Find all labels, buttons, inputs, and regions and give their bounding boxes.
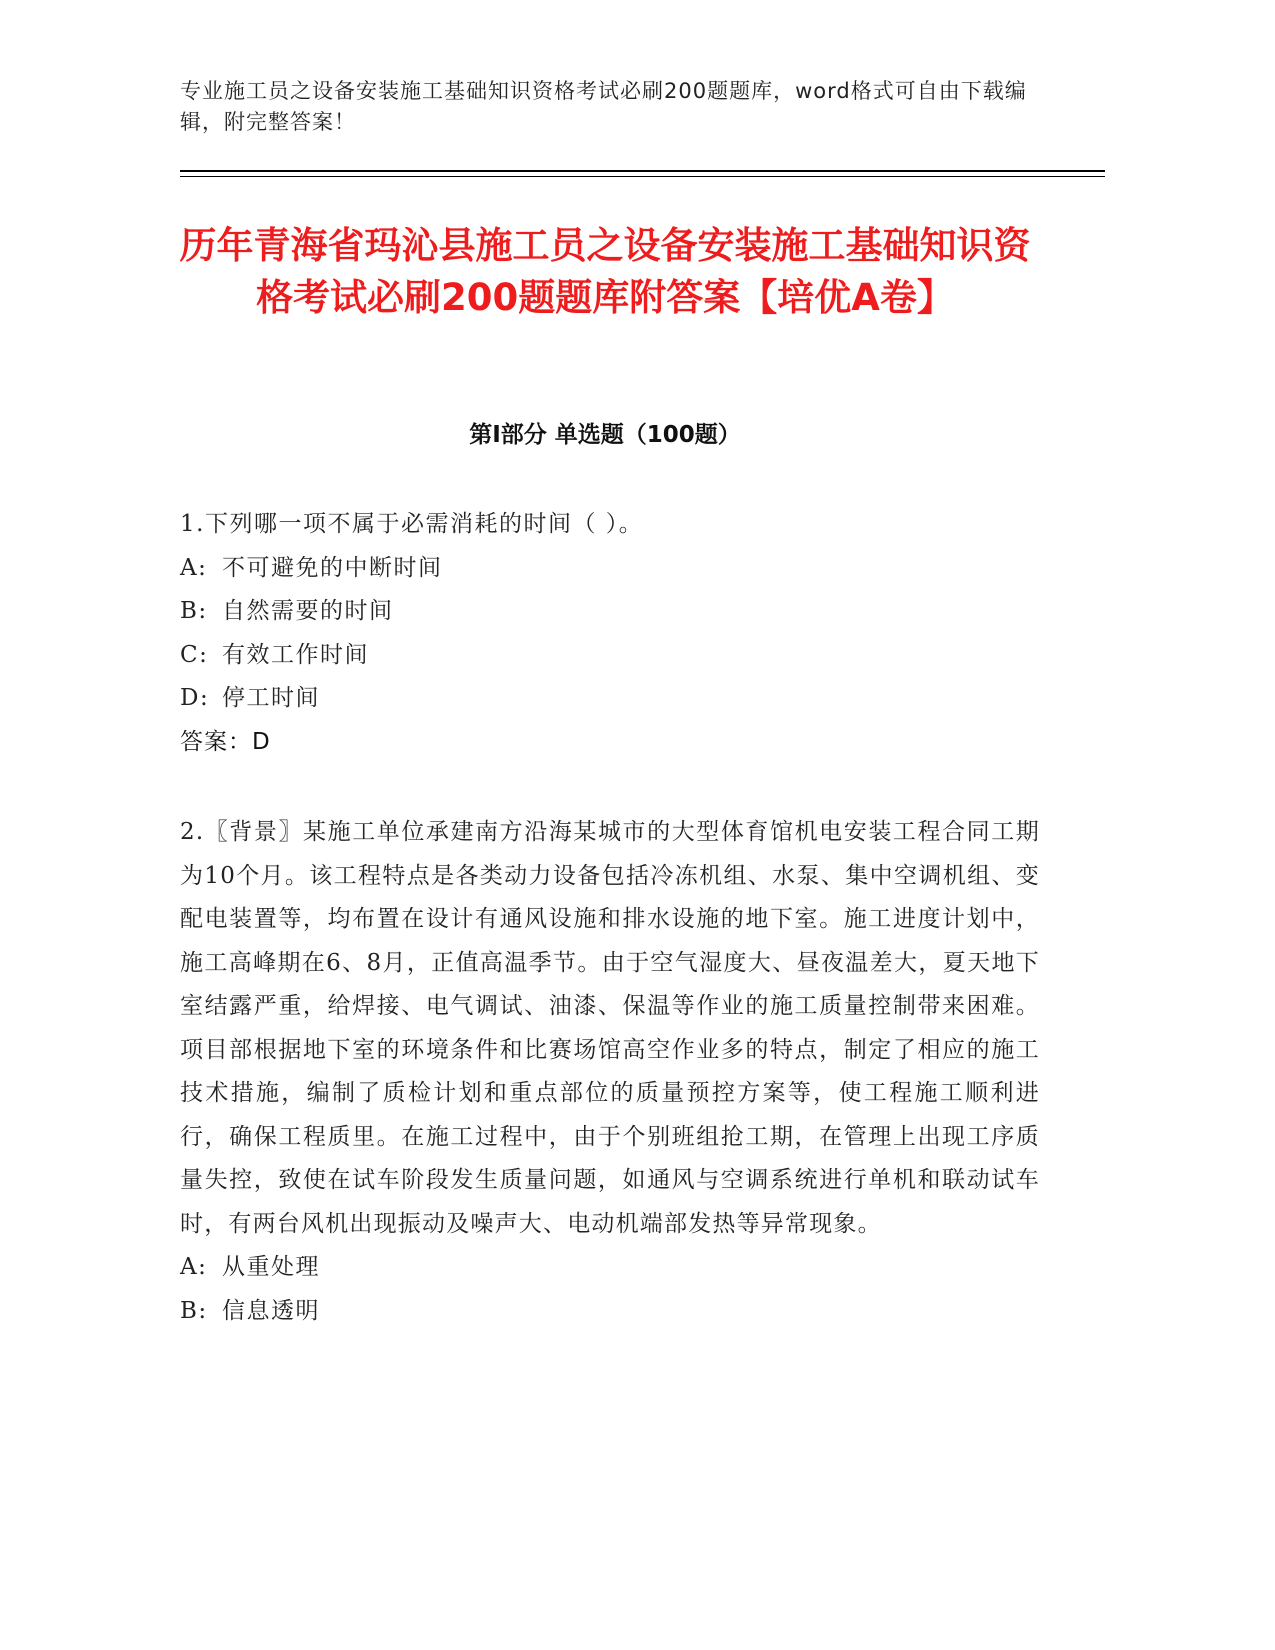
header-divider-thick xyxy=(180,170,1105,172)
option-b xyxy=(180,590,1040,634)
question-2 xyxy=(180,811,1040,1333)
answer-line: 答案：D xyxy=(180,728,271,755)
question-stem: 1.下列哪一项不属于必需消耗的时间（ ）。 xyxy=(180,511,644,537)
question-1 xyxy=(180,503,1040,764)
question-stem: 2.〖背景〗某施工单位承建南方沿海某城市的大型体育馆机电安装工程合同工期为10个月。该工程特点是各类动力设备包括冷冻机组、水泵、集中空调机组、变配电装置等，均布置在设计有通风设施和排水设施的地下室。施工进度计划中，施工高峰期在6、8月，正值高温季节。由于空气湿度大、昼夜温差大，夏天地下室结露严重，给焊接、电气调试、油漆、保温等作业的施工质量控制带来困难。项目部根据地下室的环境条件和比赛场馆高空作业多的特点，制定了相应的施工技术措施，编制了质检计划和重点部位的质量预控方案等，使工程施工顺利进行，确保工程质里。在施工过程中，由于个别班组抢工期，在管理上出现工序质量失控，致使在试车阶段发生质量问题，如通风与空调系统进行单机和联动试车时，有两台风机出现振动及噪声大、电动机端部发热等异常现象。 xyxy=(180,819,1040,1237)
section-heading: 第Ⅰ部分 单选题（100题） xyxy=(469,422,741,448)
option-a xyxy=(180,547,1040,591)
option-c xyxy=(180,634,1040,678)
option-a xyxy=(180,1246,1040,1290)
option-letter: C: xyxy=(180,641,209,668)
header-note: 专业施工员之设备安装施工基础知识资格考试必刷200题题库，word格式可自由下载编辑，附完整答案！ xyxy=(180,79,1027,134)
option-text: 有效工作时间 xyxy=(222,641,369,668)
option-b xyxy=(180,1290,1040,1334)
option-letter: A: xyxy=(180,1254,208,1280)
option-letter: B: xyxy=(180,598,208,624)
option-text: 从重处理 xyxy=(222,1254,320,1280)
document-title: 历年青海省玛沁县施工员之设备安装施工基础知识资格考试必刷200题题库附答案【培优A卷】 xyxy=(179,224,1031,319)
option-letter: A: xyxy=(180,554,208,581)
option-letter: B: xyxy=(180,1297,208,1324)
option-text: 信息透明 xyxy=(222,1297,320,1324)
option-d xyxy=(180,677,1040,721)
option-text: 不可避免的中断时间 xyxy=(222,554,443,581)
option-text: 停工时间 xyxy=(222,685,320,711)
header-divider-thin xyxy=(180,176,1105,177)
option-text: 自然需要的时间 xyxy=(222,598,394,624)
option-letter: D: xyxy=(180,685,210,711)
